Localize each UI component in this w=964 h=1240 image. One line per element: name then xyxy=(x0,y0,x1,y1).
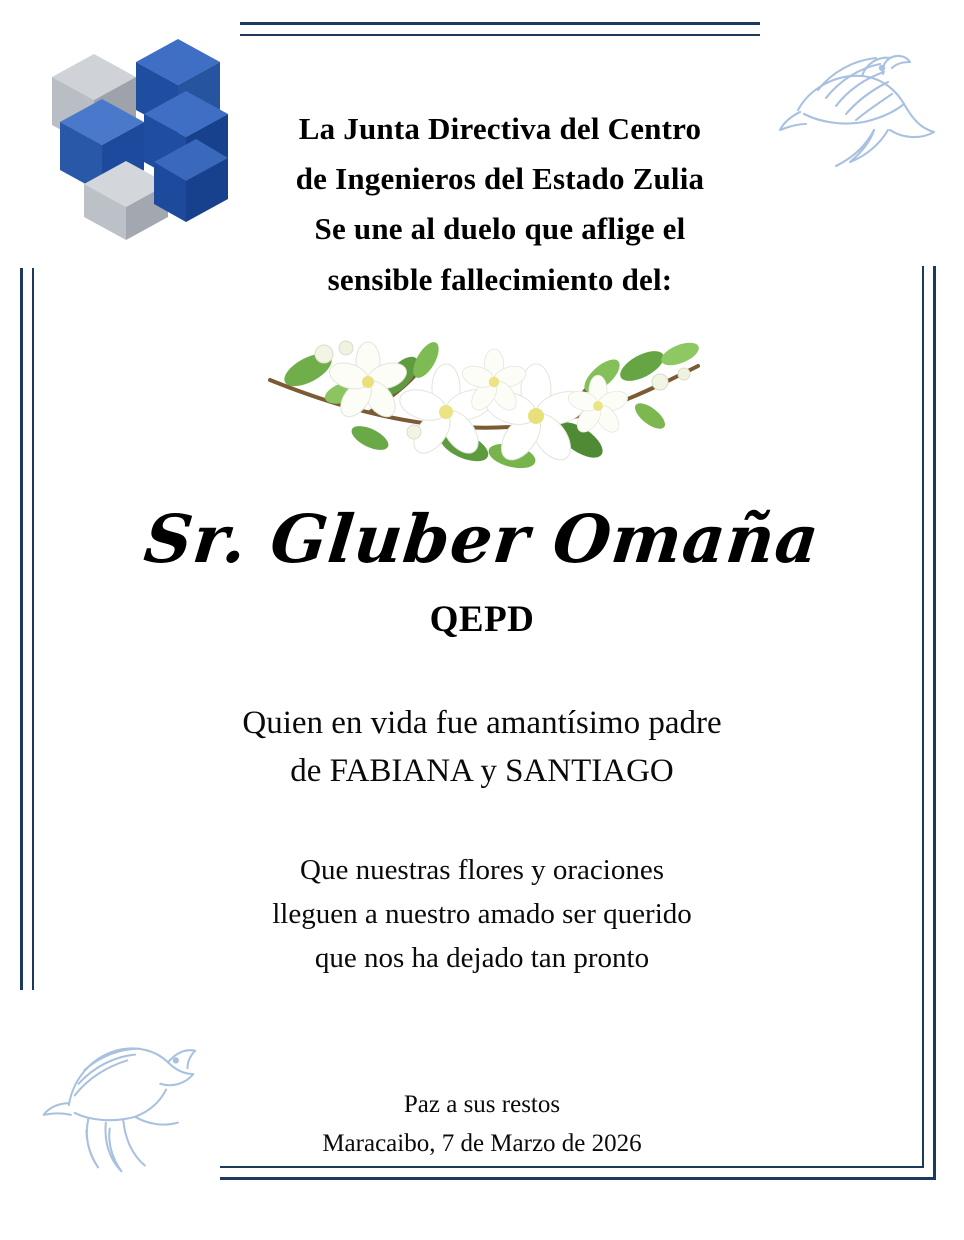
prayer-text xyxy=(132,848,832,980)
heading-line-3: Se une al duelo que aflige el xyxy=(314,211,686,247)
qepd-abbreviation: QEPD xyxy=(429,599,535,640)
prayer-line-2: lleguen a nuestro amado ser querido xyxy=(272,898,692,931)
white-blossom-branch xyxy=(250,320,720,500)
heading-line-2: de Ingenieros del Estado Zulia xyxy=(295,161,705,197)
relation-line-1: Quien en vida fue amantísimo padre xyxy=(242,705,722,741)
closing-line-1: Paz a sus restos xyxy=(403,1091,561,1118)
page-title xyxy=(200,104,800,305)
closing-line-2: Maracaibo, 7 de Marzo de 2026 xyxy=(322,1129,642,1157)
prayer-line-3: que nos ha dejado tan pronto xyxy=(314,942,650,975)
prayer-line-1: Que nuestras flores y oraciones xyxy=(300,854,664,886)
relation-line-2: de FABIANA y SANTIAGO xyxy=(290,752,674,789)
relation-text xyxy=(132,700,832,796)
deceased-name: Sr. Gluber Omaña xyxy=(140,500,824,578)
closing-text xyxy=(132,1086,832,1164)
heading-line-4: sensible fallecimiento del: xyxy=(327,261,673,297)
heading-line-1: La Junta Directiva del Centro xyxy=(298,111,702,146)
